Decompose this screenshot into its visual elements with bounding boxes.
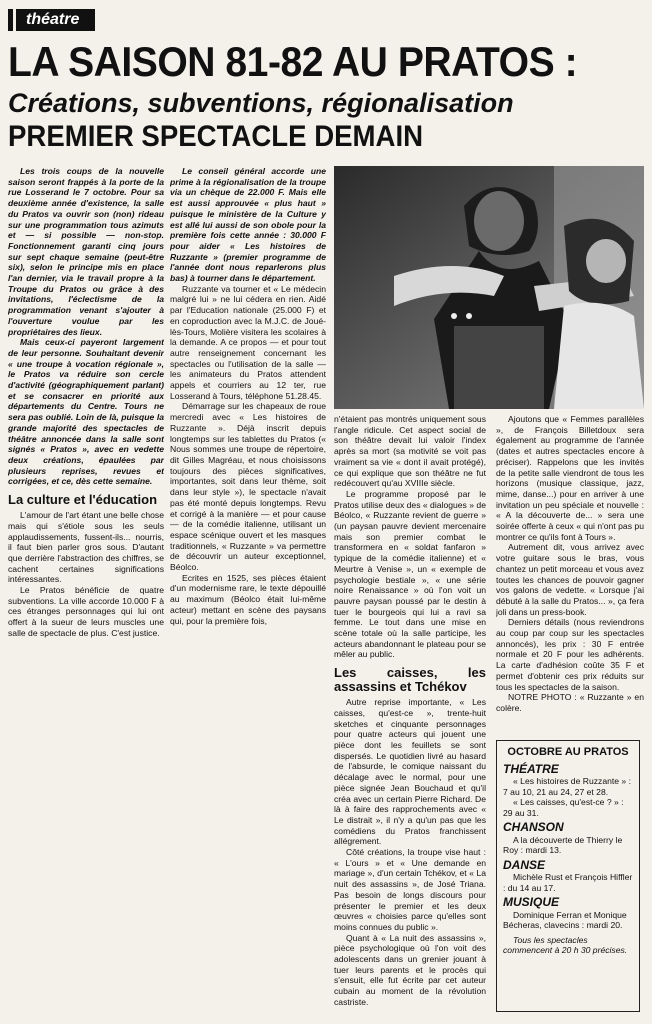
rubric-bar: [8, 9, 13, 31]
article-column-4: [496, 414, 644, 736]
paragraph: Ruzzante va tourner et « Le médecin malgré lui » ne lui cédera en rien. Aidé par l'Education nationale (25.000 F) et en coproduction avec la M.J.C. de Joué-lès-Tours, Molière visitera les scolaires à la demande. A ce propos — et pour tout autre renseignement concernant les spectacles ou l'utilisation de la salle — les animateurs du Pratos attendent appels et courriers au 12 ter, rue Losserand à Tours, téléphone 51.28.45.: [170, 283, 326, 401]
category-heading: THÉATRE: [503, 761, 559, 776]
subheadline: Créations, subventions, régionalisation: [8, 88, 514, 118]
ruzzante-photo: [334, 166, 644, 409]
article-column-1: [8, 166, 164, 696]
program-item: A la découverte de Thierry le Roy : mardi 13.: [503, 834, 623, 855]
headline: LA SAISON 81-82 AU PRATOS :: [8, 38, 578, 85]
box-footnote: Tous les spectacles commencent à 20 h 30 précises.: [503, 934, 628, 955]
program-item: Michèle Rust et François Hiffler : du 14 au 17.: [503, 872, 633, 893]
category-heading: DANSE: [503, 857, 546, 872]
paragraph: Démarrage sur les chapeaux de roue mercredi avec « Les histoires de Ruzzante ». Déjà inscrit depuis longtemps sur les tablettes du Pratos (« Nous sommes une troupe de répertoire, dit Gilles Magréau, et nous choisissons toujours des pièces significatives, importantes, soit dans leur thème, soit dans leur style »), le spectacle n'avait pas été monté depuis longtemps. Revu et corrigé à la manière — et pour cause — de la comédie italienne, utilisant un espace scénique ouvert et les masques traditionnels, « Ruzzante » va permettre de découvrir un auteur exceptionnel, Béolco.: [170, 401, 326, 573]
article-column-3: [334, 414, 486, 1014]
category-heading: CHANSON: [503, 820, 564, 834]
rubric-label: théatre: [16, 9, 95, 31]
category-heading: MUSIQUE: [503, 895, 560, 909]
paragraph: Quant à « La nuit des assassins », pièce psychologique où l'on voit des adolescents dans un grenier jouant à tuer leurs parents et le procès qui s'ensuit, elle fut écrite par cet auteur cubain au moment de la révolution castriste.: [334, 932, 486, 1007]
program-item: « Les histoires de Ruzzante » : 7 au 10, 21 au 24, 27 et 28.: [503, 776, 631, 797]
paragraph: Le Pratos bénéficie de quatre subventions. La ville accorde 10.000 F à ces étranges personnages qui lui ont offert à la sueur de leurs muscles une salle de spectacle de plus. C'est justice.: [8, 585, 164, 638]
photo-caption: NOTRE PHOTO : « Ruzzante » en colère.: [496, 692, 644, 713]
paragraph: n'étaient pas montrés uniquement sous l'angle ridicule. Cet aspect social de son théâtre devait lui valoir l'index après sa mort (sa motivité se voit pas vraiment sa vie « dont il avait protégé), ce qui explique que son théâtre ne fut redécouvert qu'au XVIIIe siècle.: [334, 414, 486, 489]
october-program-box: [496, 740, 640, 1012]
paragraph: Derniers détails (nous reviendrons au coup par coup sur les spectacles annoncés), les prix : 30 F entrée normale et 20 F pour les adhérents. La carte d'adhésion coûte 35 F et permet d'obtenir ces prix réduits sur tous les spectacles de la saison.: [496, 617, 644, 692]
paragraph: Autrement dit, vous arrivez avec votre guitare sous le bras, vous chantez un petit morceau et vous avez toutes les chances de pouvoir gagner vos galons de vedette. « Lorsque j'ai débuté à la salle du Pratos... », ça fera joli dans un press-book.: [496, 542, 644, 617]
article-column-2: [170, 166, 326, 696]
paragraph: L'amour de l'art étant une belle chose mais qui s'étiole sous les seuls applaudissements, fussent-ils... nourris, il faut bien parler gros sous. D'autant que derrière l'abstraction des chiffres, se cachent certaines significations intéressantes.: [8, 510, 164, 585]
program-item: « Les caisses, qu'est-ce ? » : 29 au 31.: [503, 797, 624, 818]
paragraph: Mais ceux-ci payeront largement de leur personne. Souhaitant devenir « une troupe à vocation régionale », le Pratos va réduire son cercle d'activité (géographiquement parlant) et se consacrer en priorité aux départements du Centre. Tours ne sera pas oublié. Loin de là, puisque la grande majorité des spectacles de théâtre annoncée dans la salle sont signés « Pratos », avec en vedette deux créations, épaulées par plusieurs reprises, revues et corrigées, et ce, dès cette semaine.: [8, 337, 164, 487]
paragraph: Ecrites en 1525, ses pièces étaient d'un modernisme rare, le texte dépouillé au maximum (Béolco était lui-même acteur) mettant en scène des paysans qui, pour la première fois,: [170, 572, 326, 626]
paragraph: Autre reprise importante, « Les caisses, qu'est-ce », trente-huit sketches et cinquante personnages pour quatre acteurs qui jouent une pièce dont les feuillets se sont dispersés. Le quotidien livré au hasard de l'absurde, le comique naissant du décalage avec le normal, pour une pièce signée Jean Bouchaud et qu'il créa avec un certain Pierre Richard. De là à faire des rapprochements avec « Le distrait », il n'y a qu'un pas que les comédiens du Pratos franchissent allégrement.: [334, 697, 486, 847]
section-heading: La culture et l'éducation: [8, 492, 158, 508]
rubric-banner: [8, 8, 184, 32]
paragraph: Le conseil général accorde une prime à la régionalisation de la troupe via un chèque de 22.000 F. Mais elle est aussi approuvée « plus haut » puisque le ministère de la Culture y est allé lui aussi de son obole pour la première fois cette année : 30.000 F pour aider « Les histoires de Ruzzante » (premier programme de l'année dont nous reparlerons plus bas) à tourner dans le département.: [170, 166, 326, 284]
paragraph: Ajoutons que « Femmes parallèles », de François Billetdoux sera également au programme de l'année (dates et autres spectacles encore à préciser). Rappelons que les invités de la petite salle viendront de tous les horizons (musique classique, jazz, mime, danse...) pour en arriver à une invitation un peu spéciale et nouvelle : « A la découverte de... » sera une soirée offerte à ceux « qui n'ont pas pu montrer ce qu'ils font à Tours ».: [496, 414, 644, 542]
program-item: Dominique Ferran et Monique Bécheras, clavecins : mardi 20.: [503, 909, 627, 930]
section-heading: Les caisses, les assassins et Tchékov: [334, 665, 486, 695]
photo-illustration: [334, 166, 644, 409]
kicker-title: PREMIER SPECTACLE DEMAIN: [8, 120, 424, 153]
paragraph: Côté créations, la troupe vise haut : « L'ours » et « Une demande en mariage », d'un certain Tchékov, et « La nuit des assassins », de José Triana. Pas besoin de longs discours pour présenter le premier et les deux œuvres « choisies parce qu'elles sont moins connues du public ».: [334, 847, 486, 932]
paragraph: Le programme proposé par le Pratos utilise deux des « dialogues » de Béolco, « Ruzzante revient de guerre » (un paysan pauvre devient mercenaire mais son premier combat le transformera en « soldat fanfaron » typique de la comédie italienne) et « Meurtre à Venise », un « exemple de psychologie bestiale », « une série noire Renaissance » où l'on voit un pauvre paysan poussé par le destin à tuer le bourgeois qui lui a ravi sa femme. Le tout dans une mise en scène totale où la salle participe, les acteurs abandonnant le plateau pour se mêler au public.: [334, 488, 486, 660]
box-title: OCTOBRE AU PRATOS: [507, 746, 629, 758]
paragraph: Les trois coups de la nouvelle saison seront frappés à la porte de la rue Losserand le 7 octobre. Pour sa deuxième année d'existence, la salle du Pratos va ouvrir son (non) rideau sur une programmation tous azimuts et — si possible — non-stop. Fonctionnement garanti cinq jours sur sept chaque semaine (peut-être six), selon le principe mis en place l'an dernier, via le travail propre à la Troupe du Pratos ou grâce à des invitations, l'éclectisme de la programmation venant s'ajouter à l'ouverture voulue par les propriétaires des lieux.: [8, 166, 164, 337]
